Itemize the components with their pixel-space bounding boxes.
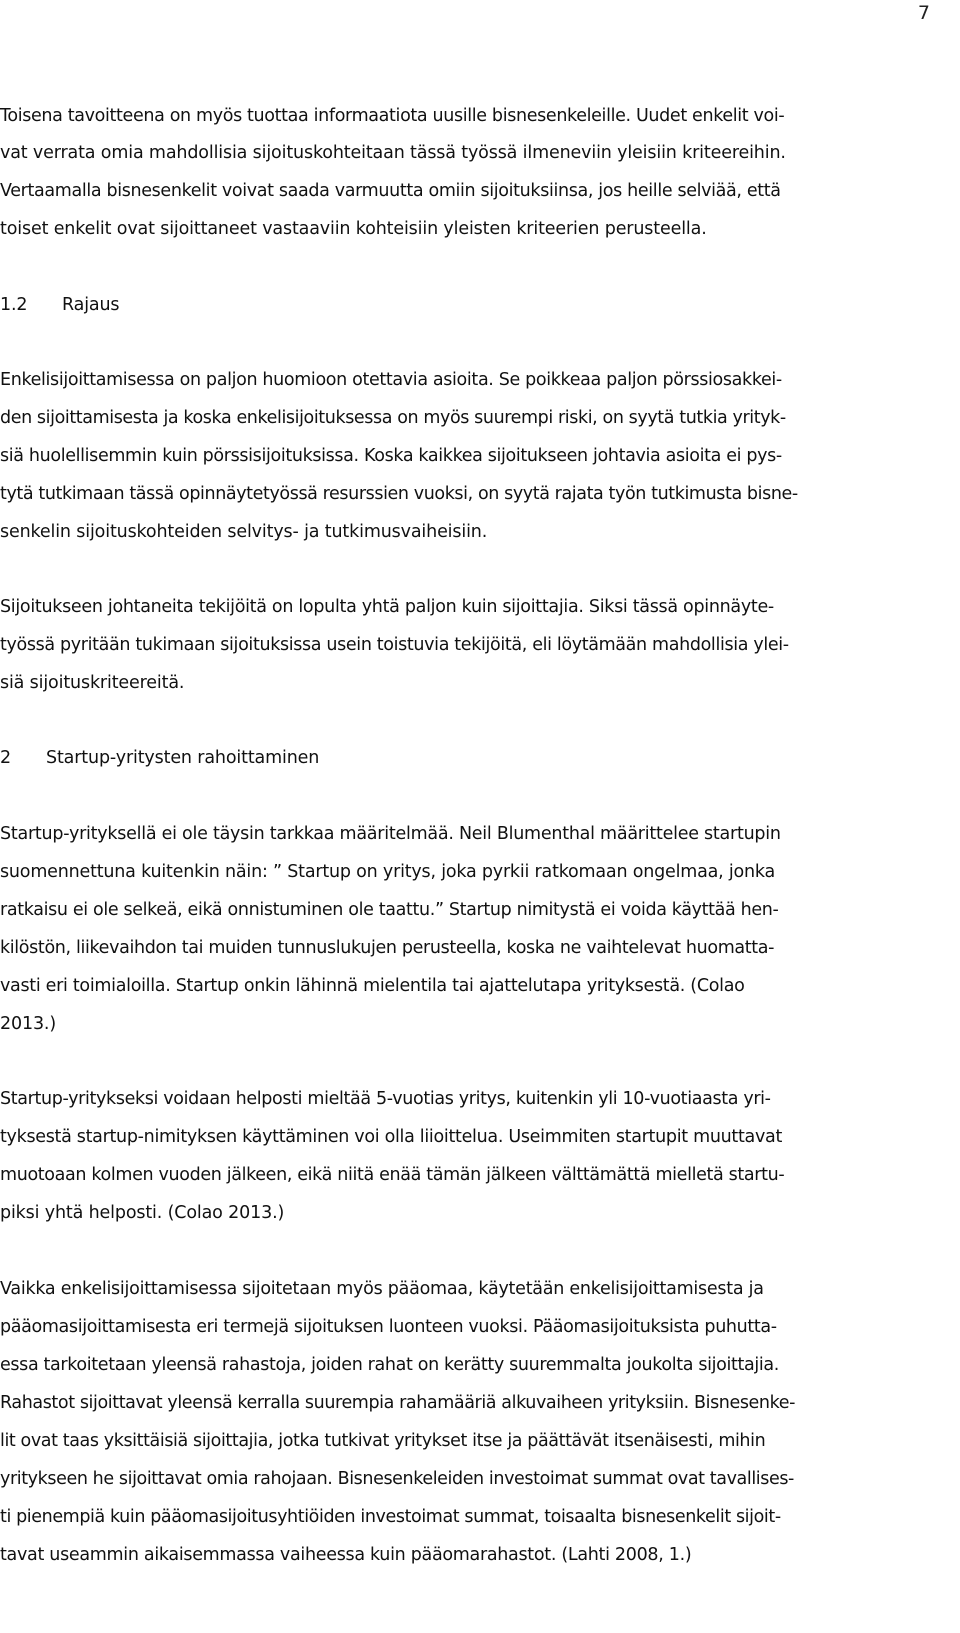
section-heading-1-2 (0, 297, 119, 315)
paragraph-6-line-5: lit ovat taas yksittäisiä sijoittajia, jotka tutkivat yritykset itse ja päättävät itsenäisesti, mihin (0, 1431, 766, 1451)
paragraph-3-line-1: Sijoitukseen johtaneita tekijöitä on lopulta yhtä paljon kuin sijoittajia. Siksi tässä opinnäyte- (0, 597, 774, 617)
paragraph-6-line-3: essa tarkoitetaan yleensä rahastoja, joiden rahat on kerätty suuremmalta joukolta sijoittajia. (0, 1355, 779, 1375)
paragraph-1-line-2: vat verrata omia mahdollisia sijoituskohteitaan tässä työssä ilmeneviin yleisiin kriteereihin. (0, 143, 786, 163)
paragraph-1-line-4: toiset enkelit ovat sijoittaneet vastaaviin kohteisiin yleisten kriteerien perusteella. (0, 219, 707, 239)
paragraph-5-line-3: muotoaan kolmen vuoden jälkeen, eikä niitä enää tämän jälkeen välttämättä mielletä startu- (0, 1165, 785, 1185)
paragraph-6-line-7: ti pienempiä kuin pääomasijoitusyhtiöiden investoimat summat, toisaalta bisnesenkelit sijoit- (0, 1507, 781, 1527)
paragraph-6-line-4: Rahastot sijoittavat yleensä kerralla suurempia rahamääriä alkuvaiheen yrityksiin. Bisnesenke- (0, 1393, 796, 1413)
section-title: Startup-yritysten rahoittaminen (46, 748, 320, 768)
paragraph-2-line-4: tytä tutkimaan tässä opinnäytetyössä resurssien vuoksi, on syytä rajata työn tutkimusta bisne- (0, 484, 798, 504)
paragraph-4-line-5: vasti eri toimialoilla. Startup onkin lähinnä mielentila tai ajattelutapa yrityksestä. (Colao (0, 976, 745, 996)
paragraph-2-line-1: Enkelisijoittamisessa on paljon huomioon otettavia asioita. Se poikkeaa paljon pörssiosakkei- (0, 370, 782, 390)
paragraph-2-line-5: senkelin sijoituskohteiden selvitys- ja tutkimusvaiheisiin. (0, 522, 488, 542)
paragraph-1-line-1: Toisena tavoitteena on myös tuottaa informaatiota uusille bisnesenkeleille. Uudet enkelit voi- (0, 106, 785, 126)
paragraph-6-line-8: tavat useammin aikaisemmassa vaiheessa kuin pääomarahastot. (Lahti 2008, 1.) (0, 1545, 692, 1565)
paragraph-4-line-6: 2013.) (0, 1014, 57, 1034)
section-number: 2 (0, 748, 11, 768)
paragraph-5-line-2: tyksestä startup-nimityksen käyttäminen voi olla liioittelua. Useimmiten startupit muuttavat (0, 1127, 783, 1147)
paragraph-4-line-4: kilöstön, liikevaihdon tai muiden tunnuslukujen perusteella, koska ne vaihtelevat huomatta- (0, 938, 775, 958)
paragraph-2-line-3: siä huolellisemmin kuin pörssisijoituksissa. Koska kaikkea sijoitukseen johtavia asioita ei pys- (0, 446, 782, 466)
paragraph-5-line-1: Startup-yritykseksi voidaan helposti mieltää 5-vuotias yritys, kuitenkin yli 10-vuotiaasta yri- (0, 1089, 771, 1109)
paragraph-6-line-1: Vaikka enkelisijoittamisessa sijoitetaan myös pääomaa, käytetään enkelisijoittamisesta ja (0, 1279, 764, 1299)
section-number: 1.2 (0, 295, 28, 315)
paragraph-3-line-3: siä sijoituskriteereitä. (0, 673, 185, 693)
paragraph-4-line-1: Startup-yrityksellä ei ole täysin tarkkaa määritelmää. Neil Blumenthal määrittelee startupin (0, 824, 781, 844)
paragraph-6-line-2: pääomasijoittamisesta eri termejä sijoituksen luonteen vuoksi. Pääomasijoituksista puhutta- (0, 1317, 777, 1337)
page-number: 7 (917, 2, 930, 24)
paragraph-1-line-3: Vertaamalla bisnesenkelit voivat saada varmuutta omiin sijoituksiinsa, jos heille selviää, että (0, 181, 781, 201)
paragraph-5-line-4: piksi yhtä helposti. (Colao 2013.) (0, 1203, 285, 1223)
paragraph-2-line-2: den sijoittamisesta ja koska enkelisijoituksessa on myös suurempi riski, on syytä tutkia yrityk- (0, 408, 786, 428)
paragraph-6-line-6: yritykseen he sijoittavat omia rahojaan. Bisnesenkeleiden investoimat summat ovat tavallises- (0, 1469, 794, 1489)
paragraph-3-line-2: työssä pyritään tukimaan sijoituksissa usein toistuvia tekijöitä, eli löytämään mahdollisia ylei- (0, 635, 789, 655)
paragraph-4-line-3: ratkaisu ei ole selkeä, eikä onnistuminen ole taattu.” Startup nimitystä ei voida käyttää hen- (0, 900, 779, 920)
section-heading-2 (0, 750, 319, 768)
section-title: Rajaus (62, 295, 120, 315)
paragraph-4-line-2: suomennettuna kuitenkin näin: ” Startup on yritys, joka pyrkii ratkomaan ongelmaa, jonka (0, 862, 776, 882)
